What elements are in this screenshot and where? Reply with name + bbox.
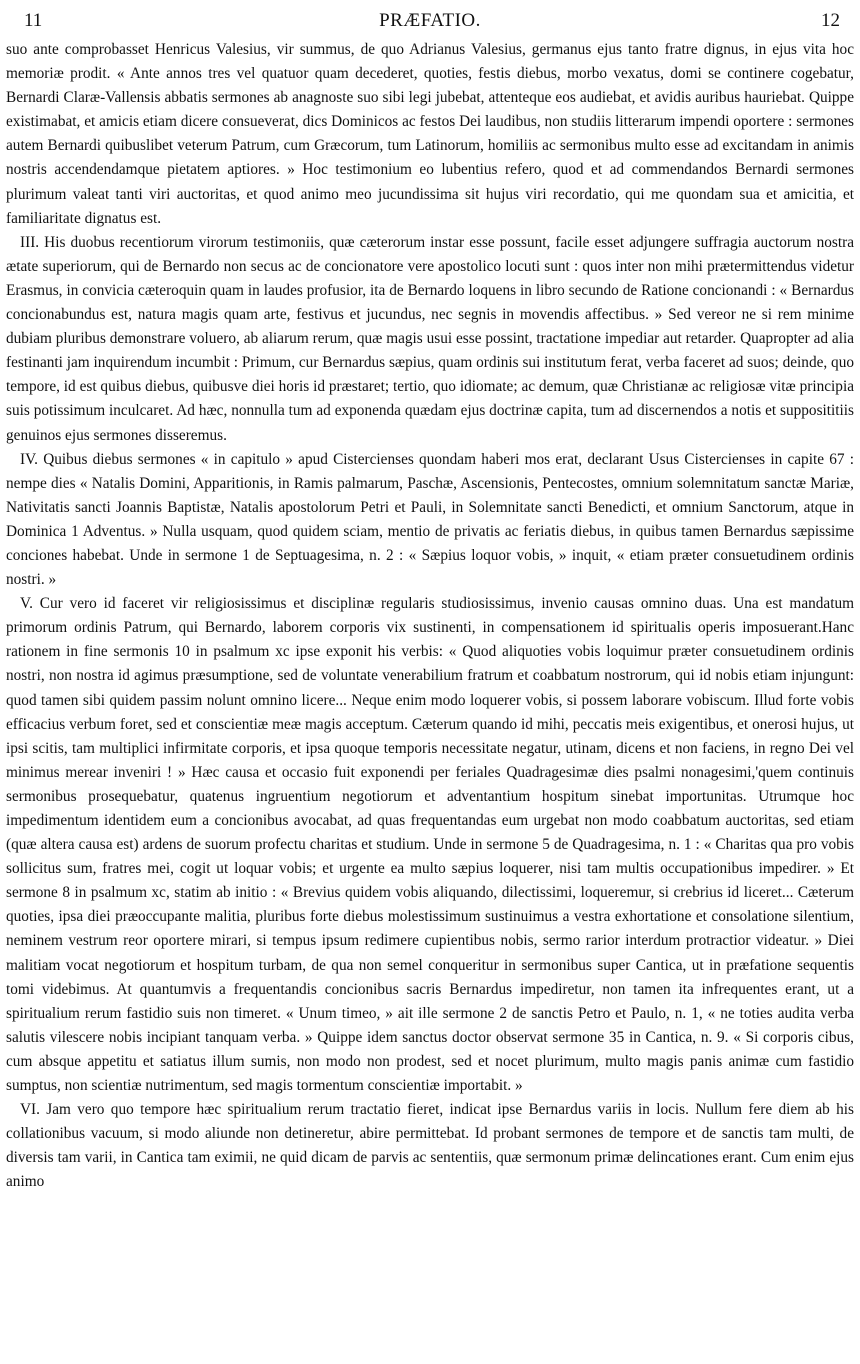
paragraph-section-vi: VI. Jam vero quo tempore hæc spiritualium rerum tractatio fieret, indicat ipse Bernardus variis in locis. Nullum fere diem ab his collationibus vacuum, si modo aliunde non detineretur, abire permittebat. Id probant sermones de tempore et de sanctis tam multi, de diversis tam varii, in Cantica tam eximii, ne quid dicam de parvis ac sententiis, quæ sermonum primæ delincationes erant. Cum enim ejus animo (6, 1101, 854, 1191)
paragraph-continuation: suo ante comprobasset Henricus Valesius, vir summus, de quo Adrianus Valesius, germanus ejus tanto fratre dignus, in ejus vita hoc memoriæ prodit. « Ante annos tres vel quatuor quam decederet, quoties, festis diebus, morbo vexatus, domi se continere cogebatur, Bernardi Claræ-Vallensis abbatis sermones ab anagnoste suo sibi legi jubebat, attenteque eos audiebat, et avidis auribus hauriebat. Quippe existimabat, et amicis etiam dicere consueverat, dics Dominicos ac festos Dei laudibus, non studiis litterarum impendi oportere : sermones autem Bernardi quibuslibet veterum Patrum, cum Græcorum, tum Latinorum, homiliis ac sermonibus multo esse ad excitandam in animis nostris accendendamque pietatem aptiores. » Hoc testimonium eo lubentius refero, quod et ad commendandos Bernardi sermones plurimum valeat tanti viri auctoritas, et quod animo meo jucundissima sit hujus viri recordatio, qui me quondam sua et amicitia, et familiaritate dignatus est. (6, 41, 854, 227)
paragraph-section-iv: IV. Quibus diebus sermones « in capitulo » apud Cistercienses quondam haberi mos erat, declarant Usus Cistercienses in capite 67 : nempe dies « Natalis Domini, Apparitionis, in Ramis palmarum, Paschæ, Ascensionis, Pentecostes, omnium solemnitatum sanctæ Mariæ, Nativitatis sancti Joannis Baptistæ, Natalis apostolorum Petri et Pauli, in Solemnitate sancti Benedicti, et omnium Sanctorum, atque in Dominica 1 Adventus. » Nulla usquam, quod quidem sciam, mentio de privatis ac feriatis diebus, in quibus tamen Bernardus sæpissime conciones habebat. Unde in sermone 1 de Septuagesima, n. 2 : « Sæpius loquor vobis, » inquit, « etiam præter consuetudinem ordinis nostri. » (6, 450, 854, 589)
paragraph-section-v: V. Cur vero id faceret vir religiosissimus et disciplinæ regularis studiosissimus, invenio causas omnino duas. Una est mandatum primorum ordinis Patrum, qui Bernardo, laborem corporis vix sustinenti, in compensationem id spiritualis operis imposuerant.Hanc rationem in fine sermonis 10 in psalmum xc ipse exponit his verbis: « Quod aliquoties vobis loquimur præter consuetudinem ordinis nostri, non nostra id agimus præsumptione, sed de voluntate venerabilium fratrum et coabbatum nostrorum, qui id nobis etiam injungunt: quod tamen sibi quidem passim nolunt omnino licere... Neque enim modo loquerer vobis, si possem laborare vobiscum. Illud forte vobis efficacius verbum foret, sed et conscientiæ meæ magis acceptum. Cæterum quando id mihi, peccatis meis exigentibus, et onerosi hujus, ut ipsi scitis, tam multiplici infirmitate corporis, et ipsa quoque temporis necessitate negatur, utinam, dicens et non faciens, in regno Dei vel minimus merear inveniri ! » Hæc causa et occasio fuit exponendi per feriales Quadragesimæ dies psalmi nonagesimi,'quem continuis sermonibus prosequebatur, quatenus ingruentium negotiorum et adventantium hospitum sinebat importunitas. Utrumque hoc impedimentum identidem eum a concionibus avocabat, ad quas frequentandas eum urgebat non modo coabbatum auctoritas, sed etiam (quæ altera causa est) ardens de suorum profectu charitas et studium. Unde in sermone 5 de Quadragesima, n. 1 : « Charitas qua pro vobis sollicitus sum, fratres mei, cogit ut loquar vobis; et urgente ea multo sæpius loquerer, nisi tam multis occupationibus impedirer. » Et sermone 8 in psalmum xc, statim ab initio : « Brevius quidem vobis aliquando, dilectissimi, loqueremur, si crebrius id liceret... Cæterum quoties, ipsa diei præoccupante malitia, pluribus forte diebus molestissimum sustinuimus a vestra exhortatione et consolatione silentium, neminem vestrum reor oportere mirari, si tempus ipsum redimere cupientibus nobis, sermo rarior interdum protractior videatur. » Diei malitiam vocat negotiorum et hospitum turbam, de qua non semel conqueritur in sermonibus super Cantica, ut in præfatione sequentis tomi videbimus. At quantumvis a frequentandis concionibus sacris Bernardus impediretur, non tamen ita infrequentes erant, ut a spiritualium rerum fastidio suis non timeret. « Unum timeo, » ait ille sermone 2 de sanctis Petro et Paulo, n. 1, « ne toties audita verba salutis vilescere nobis incipiant tanquam verba. » Quippe idem sanctus doctor observat sermone 35 in Cantica, n. 9. « Si corporis cibus, cum absque appetitu et satiatus illum sumis, non modo non prodest, sed et nocet plurimum, multo magis panis animæ cum fastidio sumptus, non scientiæ nutrimentum, sed magis tormentum conscientiæ importabit. » (6, 595, 854, 1095)
page-title: PRÆFATIO. (379, 10, 481, 31)
page-number-right: 12 (821, 10, 840, 31)
page-number-left: 11 (24, 10, 43, 31)
paragraph-section-iii: III. His duobus recentiorum virorum testimoniis, quæ cæterorum instar esse possunt, facile esset adjungere suffragia auctorum nostra ætate superiorum, qui de Bernardo non secus ac de concionatore vere apostolico locuti sunt : quos inter non mihi prætermittendus videtur Erasmus, in convicia cæteroquin quam in laudes profusior, ita de Bernardo loquens in libro secundo de Ratione concionandi : « Bernardus concionabundus est, natura magis quam arte, festivus et jucundus, nec segnis in movendis affectibus. » Sed vereor ne si rem minime dubiam pluribus demonstrare voluero, ab aliarum rerum, quæ magis usui esse possint, tractatione impediar aut retarder. Quapropter ad alia festinanti jam inquirendum incumbit : Primum, cur Bernardus sæpius, quam ordinis sui institutum ferat, verba faceret ad suos; deinde, quo tempore, id est quibus diebus, quibusve diei horis id præstaret; tertio, quo idiomate; ac demum, quæ Christianæ ac religiosæ vitæ principia suis potissimum inculcaret. Ad hæc, nonnulla tum ad exponenda quædam ejus doctrinæ capita, tum ad discernendos a notis et supposititiis genuinos ejus sermones disseremus. (6, 233, 854, 444)
running-header (6, 4, 854, 34)
body-text (6, 38, 854, 1195)
